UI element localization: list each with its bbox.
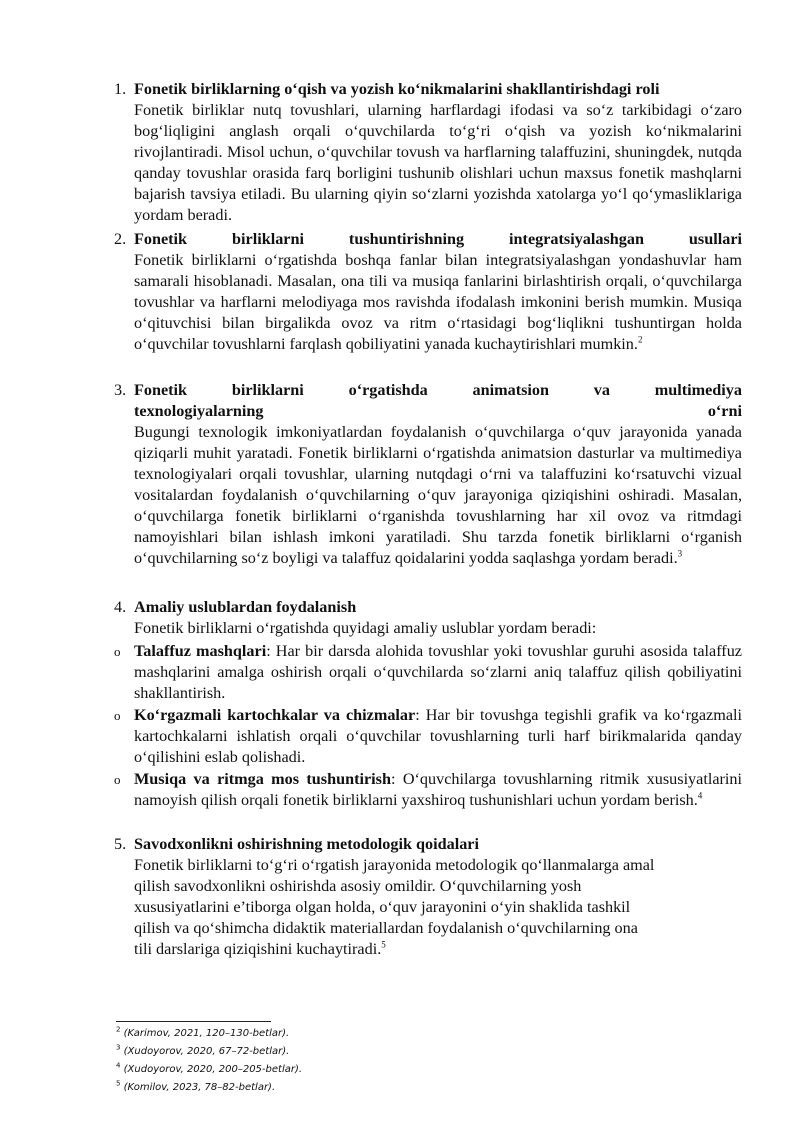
bullet-text: : Har bir tovushga tegishli grafik va ko‘rgazmali kartochkalarni ishlatish orqali o‘quvchilar tovushlarning turli harf birikmalarida qanday o‘qilishini eslab qolishadi. bbox=[134, 706, 742, 766]
section-5 bbox=[114, 834, 742, 960]
section-heading-line-1: Fonetik birliklarni o‘rgatishda animatsion va multimediya bbox=[134, 381, 742, 399]
section-body: Fonetik birliklar nutq tovushlari, ularning harflardagi ifodasi va so‘z tarkibidagi o‘zaro bog‘liqligini anglash orqali o‘quvchilarda to‘g‘ri o‘qish va yozish ko‘nikmalarini rivojlantiradi. Misol uchun, o‘quvchilar tovush va harflarning talaffuzini, shuningdek, nutqda qanday tovushlar orasida farq borligini tushunib olishlari uchun maxsus fonetik mashqlarni bajarish tavsiya etiladi. Bu ularning qiyin so‘zlarni yozishda xatolarga yo‘l qo‘ymasliklariga yordam beradi. bbox=[134, 101, 742, 224]
footnote-ref: 4 bbox=[697, 790, 703, 801]
bullet-marker: o bbox=[114, 644, 121, 659]
footnote: $^5$ (Komilov, 2023, 78–82-betlar). bbox=[116, 1079, 276, 1093]
bullet-item bbox=[114, 641, 742, 704]
bullet-marker: o bbox=[114, 708, 121, 723]
bullet-item bbox=[114, 705, 742, 768]
section-body-line: Fonetik birliklarni to‘g‘ri o‘rgatish jarayonida metodologik qo‘llanmalarga amal bbox=[134, 856, 655, 874]
section-heading: Amaliy uslublardan foydalanish bbox=[134, 598, 357, 616]
footnote-ref: 3 bbox=[677, 548, 683, 559]
section-body: Fonetik birliklarni o‘rgatishda quyidagi amaliy uslublar yordam beradi: bbox=[134, 619, 597, 637]
bullet-item bbox=[114, 769, 742, 811]
bullet-marker: o bbox=[114, 772, 121, 787]
footnote-divider bbox=[116, 1021, 271, 1022]
bullet-text: : O‘quvchilarga tovushlarning ritmik xususiyatlarini namoyish qilish orqali fonetik birliklarni yaxshiroq tushunishlari uchun yordam berish. bbox=[134, 770, 742, 809]
section-number: 1. bbox=[114, 80, 127, 98]
section-2 bbox=[114, 229, 742, 355]
footnote: $^3$ (Xudoyorov, 2020, 67–72-betlar). bbox=[116, 1043, 290, 1057]
section-4 bbox=[114, 597, 742, 639]
footnote: $^2$ (Karimov, 2021, 120–130-betlar). bbox=[116, 1025, 290, 1039]
bullet-term: Musiqa va ritmga mos tushuntirish bbox=[134, 770, 391, 788]
section-body-line: tili darslariga qiziqishini kuchaytiradi.$^5$ bbox=[134, 939, 386, 958]
section-body-line: qilish va qo‘shimcha didaktik materiallardan foydalanish o‘quvchilarning ona bbox=[134, 919, 638, 937]
bullet-text: : Har bir darsda alohida tovushlar yoki tovushlar guruhi asosida talaffuz mashqlarini amalga oshirish orqali o‘quvchilarda so‘zlarni aniq talaffuz qilish qobiliyatini shakllantirish. bbox=[134, 642, 742, 702]
section-number: 2. bbox=[114, 230, 127, 248]
bullet-term: Talaffuz mashqlari bbox=[134, 642, 267, 660]
section-number: 4. bbox=[114, 598, 127, 616]
section-heading-line-2: texnologiyalarning o‘rni bbox=[134, 402, 742, 420]
section-body: Bugungi texnologik imkoniyatlardan foydalanish o‘quvchilarga o‘quv jarayonida yanada qiziqarli muhit yaratadi. Fonetik birliklarni o‘rgatishda animatsion dasturlar va multimediya texnologiyalari orqali tovushlar, ularning nutqdagi o‘rni va talaffuzini ko‘rsatuvchi vizual vositalardan foydalanish o‘quvchilarning o‘quv jarayoniga qiziqishini oshiradi. Masalan, o‘quvchilarga fonetik birliklarni o‘rganishda tovushlarning har xil ovoz va ritmdagi namoyishlari bilan ishlash imkoni yaratiladi. Shu tarzda fonetik birliklarni o‘rganish o‘quvchilarning so‘z boyligi va talaffuz qoidalarini yodda saqlashga yordam beradi.$^3$ bbox=[134, 423, 742, 567]
section-number: 3. bbox=[114, 381, 127, 399]
section-3 bbox=[114, 380, 742, 569]
section-heading: Fonetik birliklarni tushuntirishning integratsiyalashgan usullari bbox=[134, 230, 742, 248]
footnote-ref: 5 bbox=[381, 939, 386, 950]
section-number: 5. bbox=[114, 835, 127, 853]
section-heading: Savodxonlikni oshirishning metodologik qoidalari bbox=[134, 835, 479, 853]
section-1 bbox=[114, 79, 742, 226]
footnote: $^4$ (Xudoyorov, 2020, 200–205-betlar). bbox=[116, 1061, 303, 1075]
bullet-term: Ko‘rgazmali kartochkalar va chizmalar bbox=[134, 706, 416, 724]
footnote-ref: 2 bbox=[637, 334, 643, 345]
section-body: Fonetik birliklarni o‘rgatishda boshqa fanlar bilan integratsiyalashgan yondashuvlar ham samarali hisoblanadi. Masalan, ona tili va musiqa fanlarini birlashtirish orqali, o‘quvchilarga tovushlar va harflarni melodiyaga mos ravishda ifodalash imkonini berish mumkin. Musiqa o‘qituvchisi bilan birgalikda ovoz va ritm o‘rtasidagi bog‘liqlikni tushuntirgan holda o‘quvchilar tovushlarni farqlash qobiliyatini yanada kuchaytirishlari mumkin.$^2$ bbox=[134, 251, 742, 353]
section-heading: Fonetik birliklarning o‘qish va yozish ko‘nikmalarini shakllantirishdagi roli bbox=[134, 80, 660, 98]
section-body-line: qilish savodxonlikni oshirishda asosiy omildir. O‘quvchilarning yosh bbox=[134, 877, 582, 895]
section-body-line: xususiyatlarini e’tiborga olgan holda, o‘quv jarayonini o‘yin shaklida tashkil bbox=[134, 898, 631, 916]
